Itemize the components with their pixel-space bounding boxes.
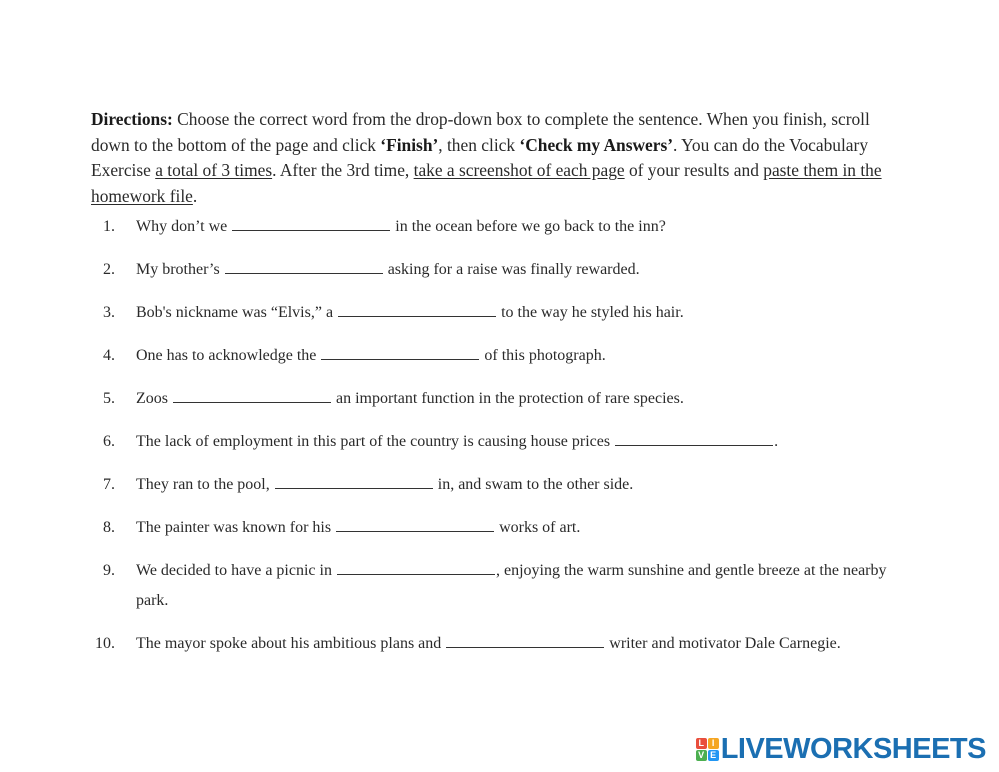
logo-tile: E [708,750,719,761]
question-number: 2. [103,261,115,278]
answer-dropdown[interactable] [275,487,433,489]
question-text: The lack of employment in this part of the country is causing house prices . [136,433,779,450]
question-text: Why don’t we in the ocean before we go back to the inn? [136,218,666,235]
question-number: 7. [103,476,115,493]
logo-tile: V [696,750,707,761]
question-number: 3. [103,304,115,321]
answer-dropdown[interactable] [232,229,390,231]
question-text: Bob's nickname was “Elvis,” a to the way he styled his hair. [136,304,684,321]
finish-reference: ‘Finish’ [380,134,439,155]
answer-dropdown[interactable] [615,444,773,446]
logo-mark-icon [696,738,719,761]
question-text: The painter was known for his works of art. [136,519,581,536]
directions-label: Directions: [91,109,173,130]
question-number: 5. [103,390,115,407]
logo-tile: I [708,738,719,749]
logo-tile: L [696,738,707,749]
question-number: 8. [103,519,115,536]
paste-instruction: paste them in the homework file [91,160,882,206]
question-number: 10. [95,635,115,652]
question-number: 9. [103,562,115,579]
directions-paragraph: Directions: Choose the correct word from the drop-down box to complete the sentence. When you finish, scroll down to the bottom of the page and click ‘Finish’, then click ‘Check my Answers’. You can do the Vocabulary Exercise a total of 3 times. After the 3rd time, take a screenshot of each page of your results and paste them in the homework file. [91,109,882,206]
question-text: They ran to the pool, in, and swam to the other side. [136,476,634,493]
question-text: One has to acknowledge the of this photograph. [136,347,606,364]
liveworksheets-logo [696,733,986,765]
answer-dropdown[interactable] [446,646,604,648]
screenshot-instruction: take a screenshot of each page [413,160,625,181]
question-number: 6. [103,433,115,450]
logo-text: LIVEWORKSHEETS [720,733,986,765]
question-text: We decided to have a picnic in , enjoying the warm sunshine and gentle breeze at the nearby park. [136,562,887,609]
answer-dropdown[interactable] [338,315,496,317]
question-text: Zoos an important function in the protection of rare species. [136,390,684,407]
question-text: My brother’s asking for a raise was finally rewarded. [136,261,640,278]
question-number: 4. [103,347,115,364]
answer-dropdown[interactable] [321,358,479,360]
question-number: 1. [103,218,115,235]
answer-dropdown[interactable] [337,573,495,575]
question-text: The mayor spoke about his ambitious plans and writer and motivator Dale Carnegie. [136,635,841,652]
answer-dropdown[interactable] [336,530,494,532]
answer-dropdown[interactable] [173,401,331,403]
times-instruction: a total of 3 times [155,160,273,181]
answer-dropdown[interactable] [225,272,383,274]
check-answers-reference: ‘Check my Answers’ [519,134,674,155]
